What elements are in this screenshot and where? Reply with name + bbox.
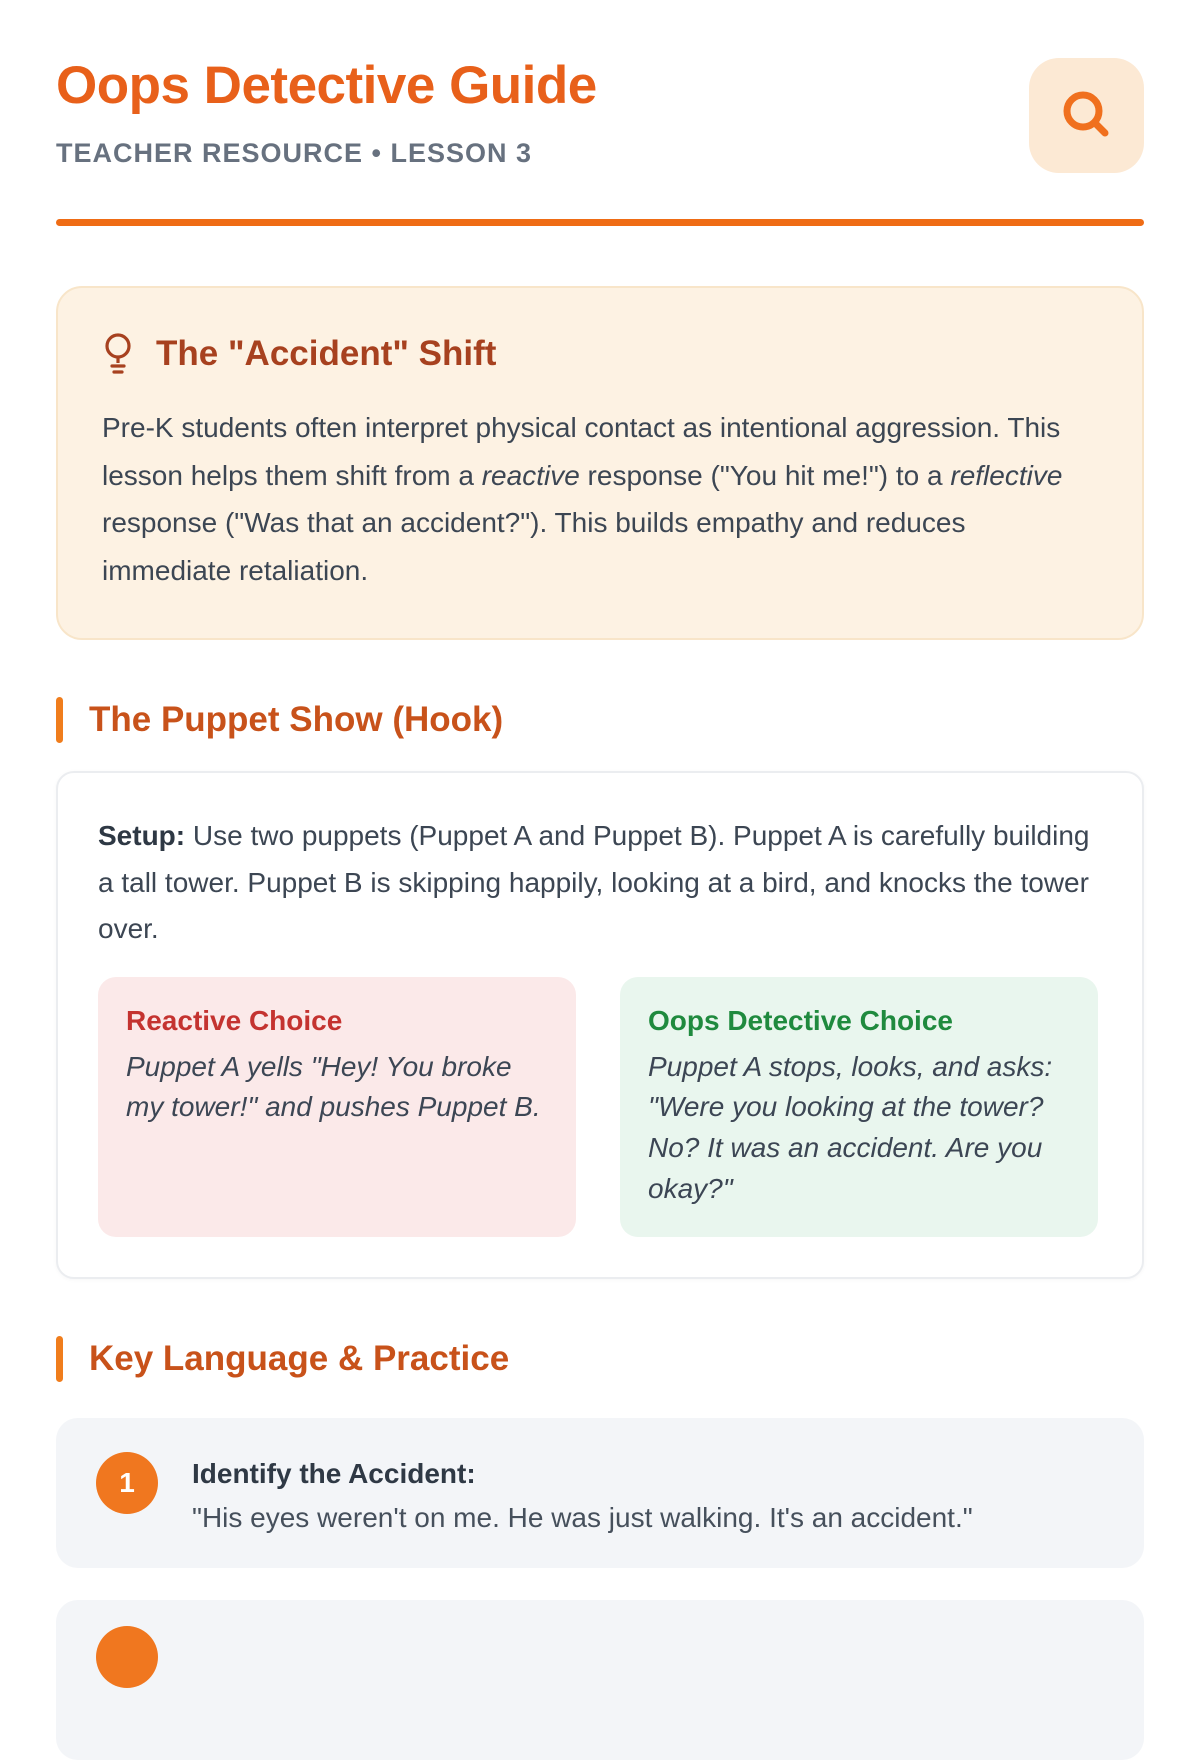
section-title: Key Language & Practice xyxy=(89,1339,510,1379)
section-accent-bar xyxy=(56,697,63,743)
detective-choice-box xyxy=(620,977,1098,1237)
page-header xyxy=(56,58,1144,173)
page-subtitle: TEACHER RESOURCE • LESSON 3 xyxy=(56,137,533,168)
detective-choice-title: Oops Detective Choice xyxy=(648,1004,953,1036)
header-divider xyxy=(56,219,1144,226)
puppet-show-card xyxy=(56,771,1144,1279)
item-number-badge: 1 xyxy=(96,1452,158,1514)
practice-item-1 xyxy=(56,1418,1144,1568)
detective-choice-body: Puppet A stops, looks, and asks: "Were you looking at the tower? No? It was an accident. Are you okay?" xyxy=(648,1050,1053,1204)
setup-paragraph: Setup: Use two puppets (Puppet A and Puppet B). Puppet A is carefully building a tall tower. Puppet B is skipping happily, looking at a bird, and knocks the tower over. xyxy=(98,820,1090,945)
reactive-choice-body: Puppet A yells "Hey! You broke my tower!" and pushes Puppet B. xyxy=(126,1050,541,1123)
lightbulb-icon xyxy=(102,332,134,376)
header-text-block xyxy=(56,58,597,169)
item-number-badge xyxy=(96,1626,158,1688)
search-button[interactable] xyxy=(1029,58,1144,173)
reactive-choice-title: Reactive Choice xyxy=(126,1004,343,1036)
item-quote: "His eyes weren't on me. He was just walking. It's an accident." xyxy=(192,1502,973,1534)
search-icon xyxy=(1058,87,1116,145)
accident-shift-callout xyxy=(56,286,1144,640)
reactive-choice-box xyxy=(98,977,576,1237)
section-title: The Puppet Show (Hook) xyxy=(89,700,504,740)
practice-item-2 xyxy=(56,1600,1144,1760)
callout-body: Pre-K students often interpret physical contact as intentional aggression. This lesson helps them shift from a reactive response ("You hit me!") to a reflective response ("Was that an accident?"). This builds empathy and reduces immediate retaliation. xyxy=(102,412,1063,586)
item-title: Identify the Accident: xyxy=(192,1458,476,1490)
callout-title-row xyxy=(102,332,1094,376)
section-heading-key-language xyxy=(56,1336,1144,1382)
page-title: Oops Detective Guide xyxy=(56,56,597,115)
section-accent-bar xyxy=(56,1336,63,1382)
item-text-block xyxy=(192,1452,973,1534)
choices-row xyxy=(98,977,1098,1237)
section-heading-puppet-show xyxy=(56,697,1144,743)
callout-title: The "Accident" Shift xyxy=(156,334,497,373)
